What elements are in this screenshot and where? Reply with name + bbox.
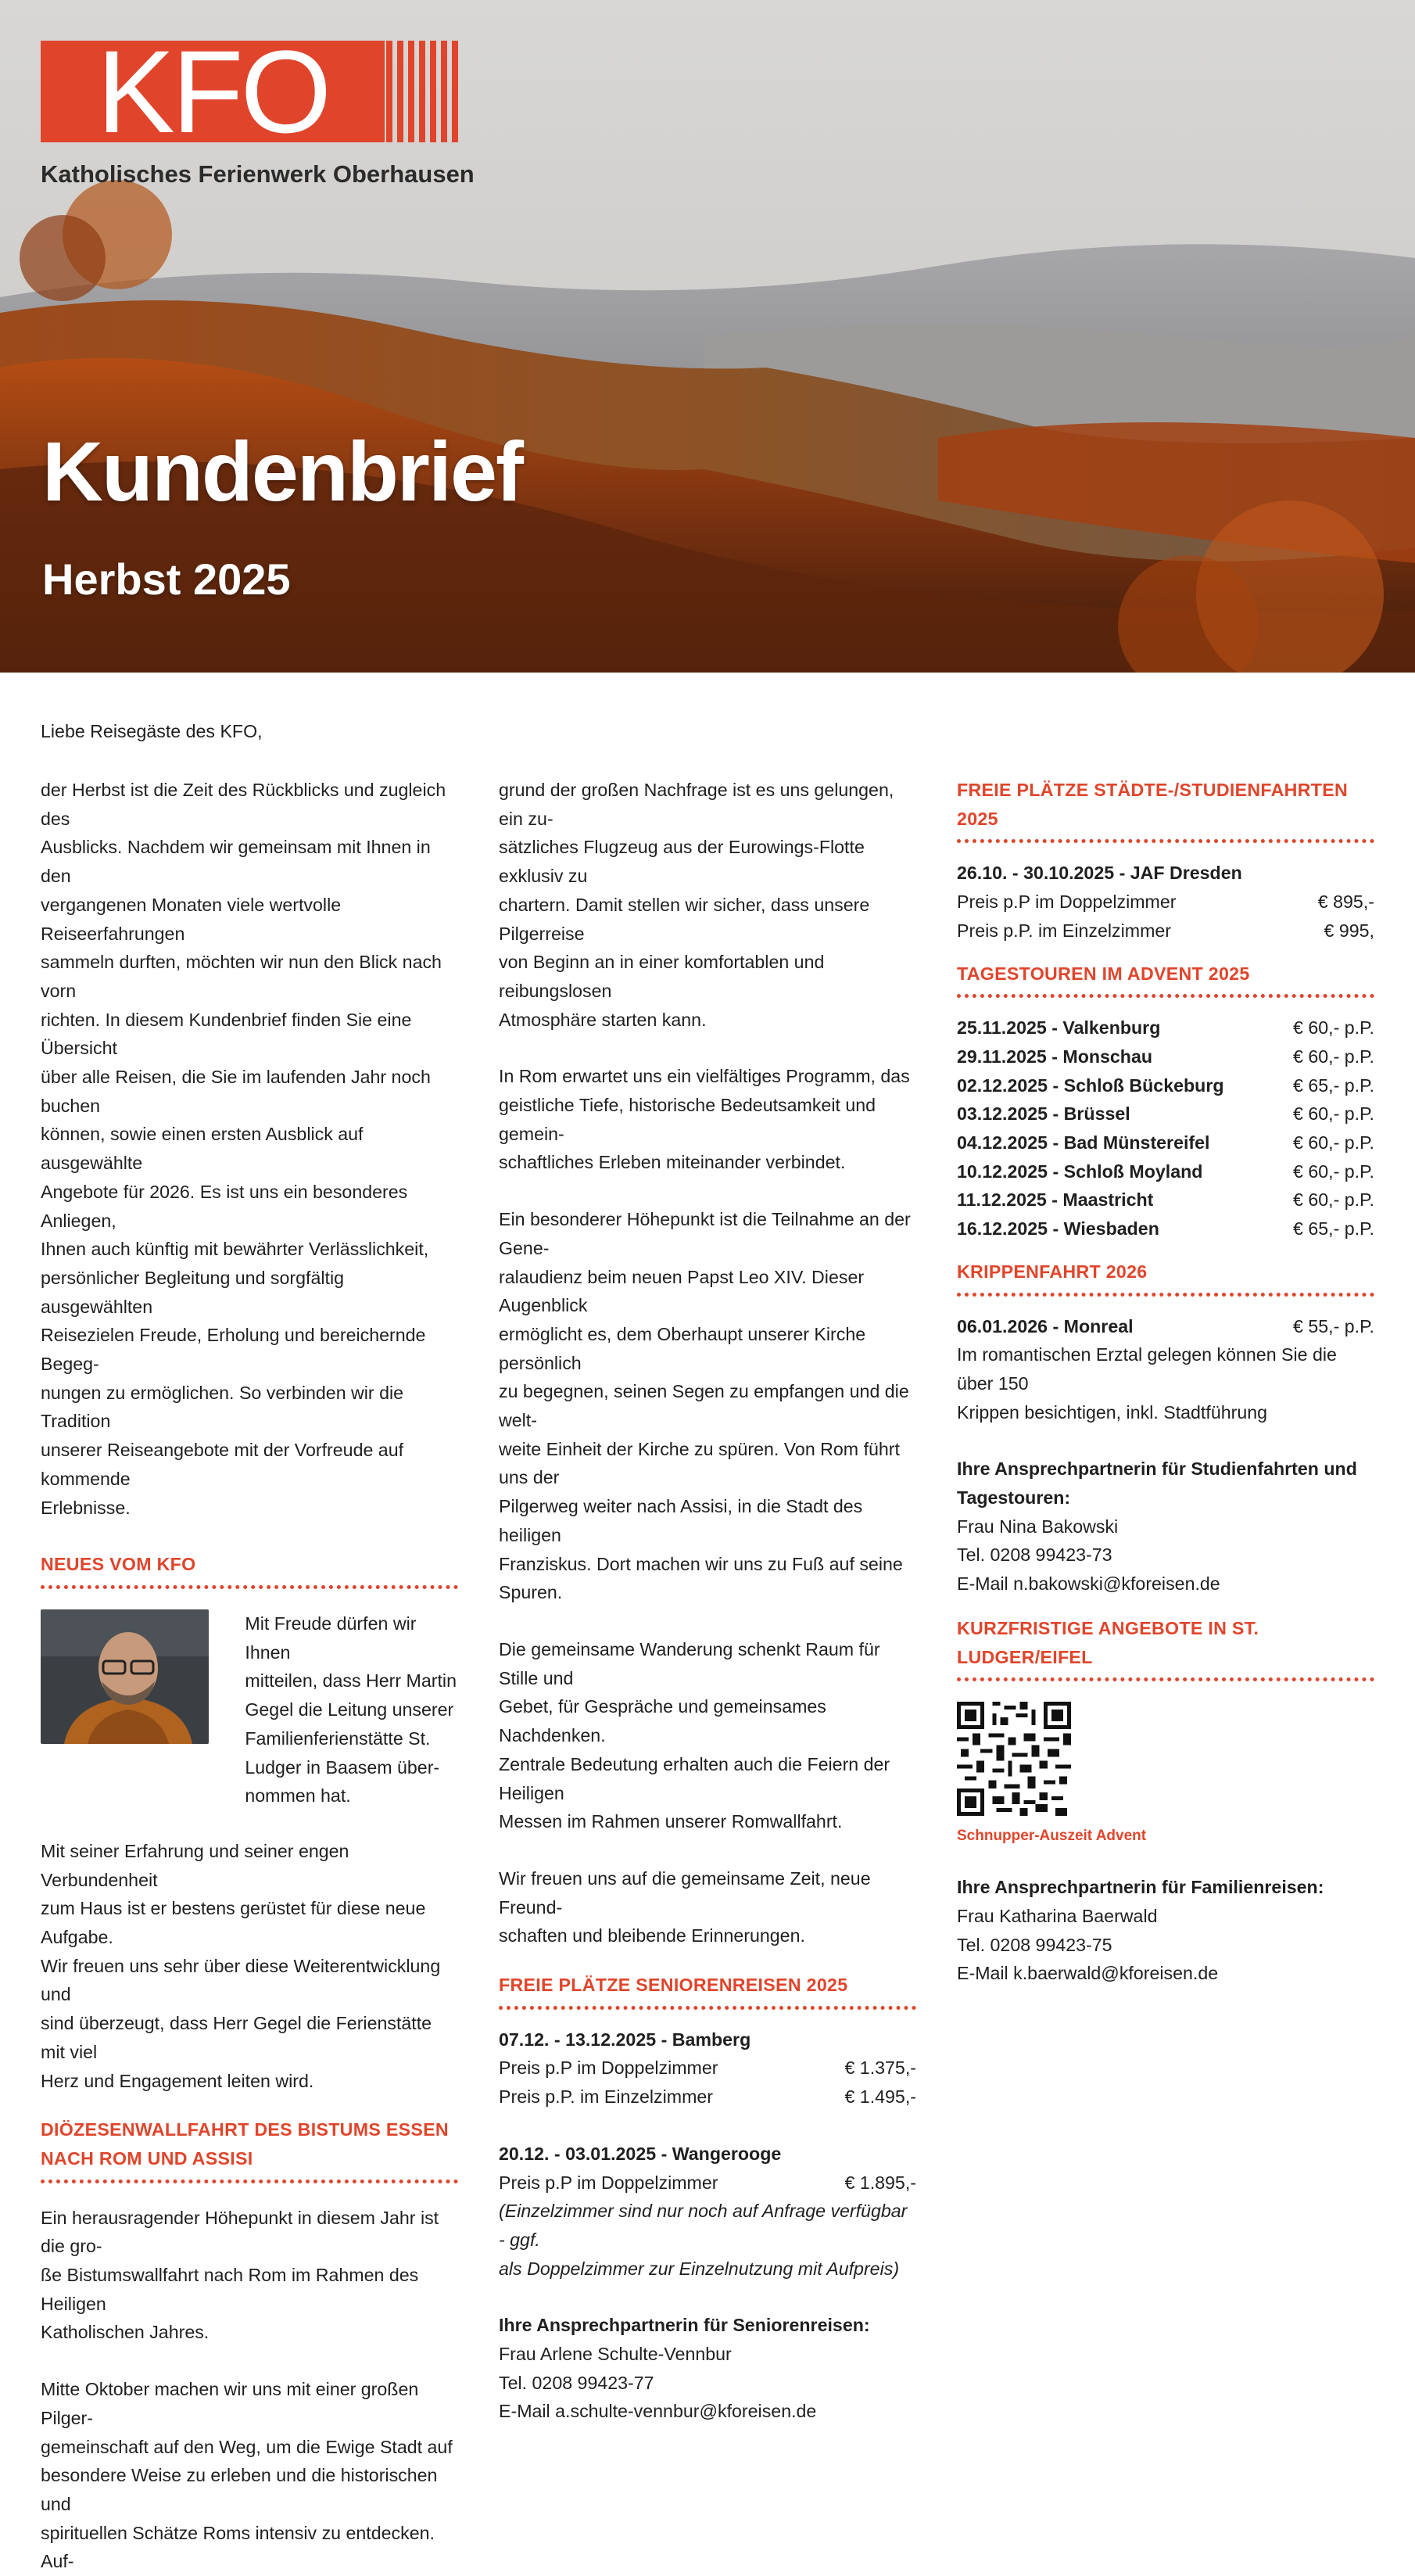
pilgrimage-paragraph-6: Die gemeinsame Wanderung schenkt Raum für Stille und Gebet, für Gespräche und gemeinsames Nachdenken. Zentrale Bedeutung erhalten auch die Feiern der Heiligen Messen im Rahmen unserer Romwallfahrt. — [499, 1638, 890, 1832]
qr-code-icon[interactable] — [957, 1702, 1071, 1816]
pilgrimage-paragraph-3: grund der großen Nachfrage ist es uns gelungen, ein zu- sätzliches Flugzeug aus der Eurowings-Flotte exklusiv zu chartern. Damit stellen wir sicher, dass unsere Pilgerreise von Beginn an in einer komfortablen und reibungslosen Atmosphäre starten kann. — [499, 780, 894, 1030]
pilgrimage-paragraph-7: Wir freuen uns auf die gemeinsame Zeit, neue Freund- schaften und bleibende Erinnerungen. — [499, 1867, 871, 1946]
section-heading-advent-tours: TAGESTOUREN IM ADVENT 2025 — [957, 960, 1374, 999]
intro-paragraph: der Herbst ist die Zeit des Rückblicks und zugleich des Ausblicks. Nachdem wir gemeinsam mit Ihnen in den vergangenen Monaten viele wertvolle Reiseerfahrungen sammeln durften, möchten wir nun den Blick nach vorn richten. In diesem Kundenbrief finden Sie eine Übersicht über alle Reisen, die Sie im laufenden Jahr noch buchen können, sowie einen ersten Ausblick auf ausgewählte Angebote für 2026. Es ist uns ein besonderes Anliegen, Ihnen auch künftig mit bewährter Verlässlichkeit, persönlicher Begleitung und sorgfältig ausgewählten Reisezielen Freude, Erholung und bereichernde Begeg- nungen zu ermöglichen. So verbinden wir die Tradition unserer Reiseangebote mit der Vorfreude auf kommende Erlebnisse. — [41, 780, 446, 1518]
trip-note: (Einzelzimmer sind nur noch auf Anfrage verfügbar - ggf. als Doppelzimmer zur Einzelnutzung mit Aufpreis) — [499, 2201, 908, 2279]
page-title: Kundenbrief — [42, 424, 522, 518]
section-heading-news: NEUES VOM KFO — [41, 1550, 458, 1589]
page-subtitle: Herbst 2025 — [42, 554, 291, 604]
pilgrimage-paragraph-5: Ein besonderer Höhepunkt ist die Teilnahme an der Gene- ralaudienz beim neuen Papst Leo XIV. Dieser Augenblick ermöglicht es, dem Oberhaupt unserer Kirche persönlich zu begegnen, seinen Segen zu empfangen und die welt- weite Einheit der Kirche zu spüren. Von Rom führt uns der Pilgerweg weiter nach Assisi, in die Stadt des heiligen Franziskus. Dort machen wir uns zu Fuß auf seine Spuren. — [499, 1209, 911, 1603]
hero-banner — [0, 0, 1415, 673]
section-heading-city-trips: FREIE PLÄTZE STÄDTE-/STUDIENFAHRTEN 2025 — [957, 776, 1374, 843]
section-heading-crib-trip: KRIPPENFAHRT 2026 — [957, 1258, 1374, 1297]
news-side-text: Mit Freude dürfen wir Ihnen mitteilen, dass Herr Martin Gegel die Leitung unserer Familienferienstätte St. Ludger in Baasem über- nommen hat. — [245, 1613, 457, 1806]
tour-row: 06.01.2026 - Monreal € 55,- p.P. — [957, 1315, 1374, 1336]
email-link[interactable]: E-Mail a.schulte-vennbur@kforeisen.de — [499, 2401, 817, 2422]
trip-title-wangerooge: 20.12. - 03.01.2025 - Wangerooge — [499, 2143, 782, 2164]
pilgrimage-paragraph-4: In Rom erwartet uns ein vielfältiges Programm, das geistliche Tiefe, historische Bedeutsamkeit und gemein- schaftliches Erleben miteinander verbindet. — [499, 1066, 910, 1173]
price-row: Preis p.P im Doppelzimmer € 1.375,- — [499, 2058, 916, 2079]
price-row: Preis p.P im Doppelzimmer € 895,- — [957, 892, 1374, 913]
tour-row: 03.12.2025 - Brüssel € 60,- p.P. — [957, 1103, 1374, 1125]
section-heading-short-offers: KURZFRISTIGE ANGEBOTE IN ST. LUDGER/EIFEL — [957, 1614, 1374, 1681]
portrait-photo-martin-gegel — [41, 1609, 209, 1744]
contact-heading-family: Ihre Ansprechpartnerin für Familienreisen: — [957, 1877, 1324, 1898]
tour-row: 10.12.2025 - Schloß Moyland € 60,- p.P. — [957, 1161, 1374, 1182]
news-body: Mit seiner Erfahrung und seiner engen Verbundenheit zum Haus ist er bestens gerüstet für diese neue Aufgabe. Wir freuen uns sehr über diese Weiterentwicklung und sind überzeugt, dass Herr Gegel die Ferienstätte mit viel Herz und Engagement leiten wird. — [41, 1840, 441, 2091]
email-link[interactable]: E-Mail k.baerwald@kforeisen.de — [957, 1963, 1219, 1984]
price-row: Preis p.P im Doppelzimmer € 1.895,- — [499, 2172, 916, 2193]
tour-row: 04.12.2025 - Bad Münstereifel € 60,- p.P. — [957, 1132, 1374, 1153]
contact-senior: Frau Arlene Schulte-Vennbur Tel. 0208 99423-77 E-Mail a.schulte-vennbur@kforeisen.de — [499, 2340, 916, 2426]
tour-row: 02.12.2025 - Schloß Bückeburg € 65,- p.P. — [957, 1075, 1374, 1096]
trip-title-bamberg: 07.12. - 13.12.2025 - Bamberg — [499, 2029, 751, 2050]
trip-title-dresden: 26.10. - 30.10.2025 - JAF Dresden — [957, 863, 1242, 884]
pilgrimage-paragraph-2: Mitte Oktober machen wir uns mit einer großen Pilger- gemeinschaft auf den Weg, um die Ewige Stadt auf besondere Weise zu erleben und die historischen und spirituellen Schätze Roms intensiv zu entdecken. Auf- — [41, 2379, 453, 2572]
contact-heading-senior: Ihre Ansprechpartnerin für Seniorenreisen: — [499, 2315, 870, 2336]
qr-caption: Schnupper-Auszeit Advent — [957, 1828, 1147, 1845]
contact-heading-study: Ihre Ansprechpartnerin für Studienfahrten und Tagestouren: — [957, 1458, 1357, 1509]
tour-row: 29.11.2025 - Monschau € 60,- p.P. — [957, 1046, 1374, 1067]
column-left — [41, 776, 458, 2576]
logo-wordmark: KFO — [41, 41, 385, 142]
contact-study: Frau Nina Bakowski Tel. 0208 99423-73 E-Mail n.bakowski@kforeisen.de — [957, 1512, 1374, 1598]
price-row: Preis p.P. im Einzelzimmer € 1.495,- — [499, 2086, 916, 2108]
pilgrimage-paragraph-1: Ein herausragender Höhepunkt in diesem Jahr ist die gro- ße Bistumswallfahrt nach Rom im Rahmen des Heiligen Katholischen Jahres. — [41, 2207, 439, 2343]
price-row: Preis p.P. im Einzelzimmer € 995, — [957, 920, 1374, 941]
email-link[interactable]: E-Mail n.bakowski@kforeisen.de — [957, 1573, 1220, 1595]
column-middle — [499, 776, 916, 2426]
contact-family: Frau Katharina Baerwald Tel. 0208 99423-75 E-Mail k.baerwald@kforeisen.de — [957, 1902, 1374, 1988]
tour-row: 11.12.2025 - Maastricht € 60,- p.P. — [957, 1189, 1374, 1211]
tour-row: 25.11.2025 - Valkenburg € 60,- p.P. — [957, 1017, 1374, 1039]
greeting: Liebe Reisegäste des KFO, — [41, 721, 263, 741]
logo-stripes — [386, 41, 458, 142]
tour-row: 16.12.2025 - Wiesbaden € 65,- p.P. — [957, 1218, 1374, 1240]
section-heading-pilgrimage: DIÖZESENWALLFAHRT DES BISTUMS ESSEN NACH ROM UND ASSISI — [41, 2115, 458, 2183]
section-heading-senior-trips: FREIE PLÄTZE SENIORENREISEN 2025 — [499, 1971, 916, 2010]
crib-description: Im romantischen Erztal gelegen können Sie die über 150 Krippen besichtigen, inkl. Stadtführung — [957, 1344, 1337, 1423]
column-right — [957, 776, 1374, 1988]
organization-name: Katholisches Ferienwerk Oberhausen — [41, 160, 475, 188]
